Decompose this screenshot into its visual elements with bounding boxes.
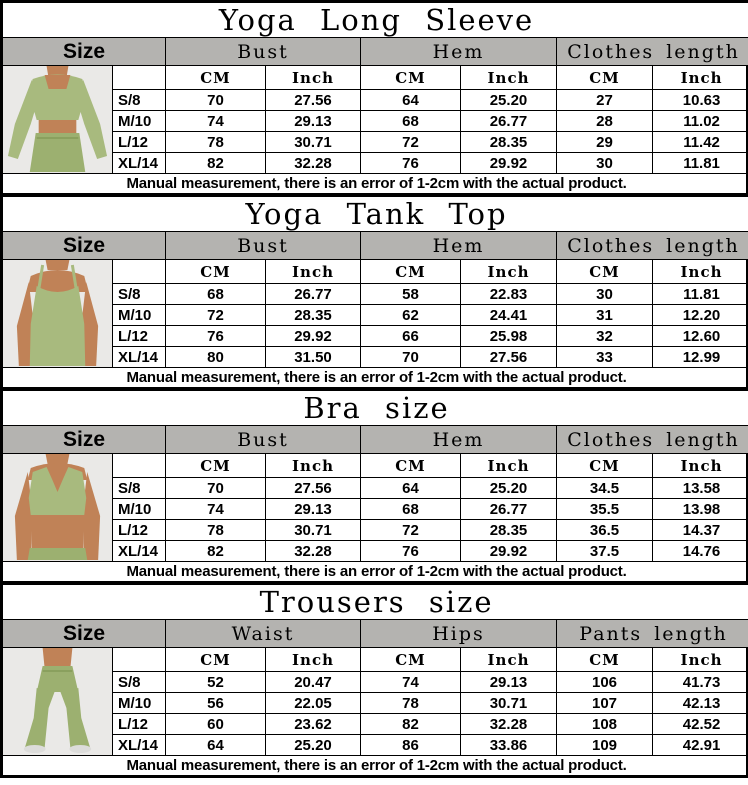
value-cell: 41.73 — [653, 672, 748, 693]
value-cell: 107 — [557, 693, 653, 714]
table-row — [3, 132, 748, 153]
size-table-bra — [0, 388, 748, 584]
table-row — [3, 153, 748, 174]
table-row — [3, 714, 748, 735]
unit-header-inch: Inch — [461, 648, 557, 672]
table-row — [3, 90, 748, 111]
sports-bra-illustration — [3, 454, 112, 560]
hem-column-header: Hem — [361, 232, 557, 260]
table-row — [3, 305, 748, 326]
table-row — [3, 541, 748, 562]
value-cell: 78 — [166, 132, 266, 153]
value-cell: 24.41 — [461, 305, 557, 326]
value-cell: 86 — [361, 735, 461, 756]
product-photo-bra — [3, 454, 113, 562]
flared-trousers-illustration — [3, 648, 112, 754]
measurement-note: Manual measurement, there is an error of 1-2cm with the actual product. — [3, 756, 748, 776]
value-cell: 14.37 — [653, 520, 748, 541]
value-cell: 37.5 — [557, 541, 653, 562]
value-cell: 29.13 — [266, 111, 361, 132]
size-chart-table — [2, 584, 748, 776]
value-cell: 35.5 — [557, 499, 653, 520]
unit-header-inch: Inch — [653, 66, 748, 90]
value-cell: 52 — [166, 672, 266, 693]
tank-top-illustration — [3, 260, 112, 366]
clothes-length-column-header: Clothes length — [557, 426, 748, 454]
unit-header-inch: Inch — [653, 454, 748, 478]
size-table-trousers — [0, 582, 748, 778]
value-cell: 60 — [166, 714, 266, 735]
value-cell: 27.56 — [266, 478, 361, 499]
table-row — [3, 520, 748, 541]
value-cell: 80 — [166, 347, 266, 368]
row-size-label: S/8 — [113, 478, 166, 499]
unit-header-inch: Inch — [266, 454, 361, 478]
size-column-header: Size — [3, 232, 166, 260]
value-cell: 26.77 — [266, 284, 361, 305]
value-cell: 78 — [361, 693, 461, 714]
row-size-label: S/8 — [113, 90, 166, 111]
value-cell: 76 — [361, 153, 461, 174]
value-cell: 29.92 — [461, 541, 557, 562]
value-cell: 72 — [361, 132, 461, 153]
unit-header-inch: Inch — [266, 66, 361, 90]
table-row — [3, 672, 748, 693]
value-cell: 42.52 — [653, 714, 748, 735]
value-cell: 56 — [166, 693, 266, 714]
bust-column-header: Bust — [166, 232, 361, 260]
value-cell: 27.56 — [266, 90, 361, 111]
table-row — [3, 326, 748, 347]
value-cell: 42.13 — [653, 693, 748, 714]
value-cell: 70 — [166, 90, 266, 111]
value-cell: 27 — [557, 90, 653, 111]
value-cell: 27.56 — [461, 347, 557, 368]
value-cell: 22.83 — [461, 284, 557, 305]
row-size-label: M/10 — [113, 305, 166, 326]
unit-header-cm: CM — [361, 66, 461, 90]
unit-header-cm: CM — [166, 454, 266, 478]
table-row — [3, 693, 748, 714]
unit-header-cm: CM — [361, 648, 461, 672]
value-cell: 12.99 — [653, 347, 748, 368]
value-cell: 31.50 — [266, 347, 361, 368]
value-cell: 72 — [166, 305, 266, 326]
value-cell: 109 — [557, 735, 653, 756]
value-cell: 13.98 — [653, 499, 748, 520]
value-cell: 25.20 — [461, 478, 557, 499]
value-cell: 32.28 — [461, 714, 557, 735]
value-cell: 78 — [166, 520, 266, 541]
hips-column-header: Hips — [361, 620, 557, 648]
value-cell: 14.76 — [653, 541, 748, 562]
value-cell: 30.71 — [266, 520, 361, 541]
value-cell: 30 — [557, 284, 653, 305]
value-cell: 11.42 — [653, 132, 748, 153]
row-size-label: L/12 — [113, 520, 166, 541]
value-cell: 33 — [557, 347, 653, 368]
unit-header-cm: CM — [361, 260, 461, 284]
row-size-label: XL/14 — [113, 347, 166, 368]
unit-header-inch: Inch — [461, 454, 557, 478]
value-cell: 33.86 — [461, 735, 557, 756]
unit-header-cm: CM — [166, 260, 266, 284]
value-cell: 13.58 — [653, 478, 748, 499]
value-cell: 12.60 — [653, 326, 748, 347]
size-label-spacer — [113, 648, 166, 672]
value-cell: 72 — [361, 520, 461, 541]
value-cell: 22.05 — [266, 693, 361, 714]
size-table-yoga-tank-top — [0, 194, 748, 390]
value-cell: 20.47 — [266, 672, 361, 693]
size-table-yoga-long-sleeve — [0, 0, 748, 196]
value-cell: 58 — [361, 284, 461, 305]
value-cell: 11.81 — [653, 153, 748, 174]
product-photo-long-sleeve — [3, 66, 113, 174]
value-cell: 68 — [166, 284, 266, 305]
value-cell: 42.91 — [653, 735, 748, 756]
value-cell: 28.35 — [266, 305, 361, 326]
value-cell: 36.5 — [557, 520, 653, 541]
value-cell: 64 — [361, 90, 461, 111]
value-cell: 29.13 — [266, 499, 361, 520]
row-size-label: L/12 — [113, 326, 166, 347]
value-cell: 10.63 — [653, 90, 748, 111]
value-cell: 30.71 — [266, 132, 361, 153]
unit-header-inch: Inch — [461, 260, 557, 284]
value-cell: 64 — [166, 735, 266, 756]
table-title: Yoga Long Sleeve — [3, 3, 748, 38]
measurement-note: Manual measurement, there is an error of 1-2cm with the actual product. — [3, 562, 748, 582]
value-cell: 32.28 — [266, 153, 361, 174]
unit-header-inch: Inch — [266, 260, 361, 284]
pants-length-column-header: Pants length — [557, 620, 748, 648]
table-title: Bra size — [3, 391, 748, 426]
value-cell: 25.20 — [266, 735, 361, 756]
row-size-label: XL/14 — [113, 541, 166, 562]
value-cell: 28.35 — [461, 520, 557, 541]
value-cell: 62 — [361, 305, 461, 326]
size-label-spacer — [113, 260, 166, 284]
row-size-label: XL/14 — [113, 735, 166, 756]
table-row — [3, 499, 748, 520]
size-chart-table — [2, 2, 748, 194]
value-cell: 82 — [361, 714, 461, 735]
value-cell: 32.28 — [266, 541, 361, 562]
value-cell: 29.92 — [266, 326, 361, 347]
unit-header-inch: Inch — [653, 648, 748, 672]
row-size-label: M/10 — [113, 111, 166, 132]
unit-header-cm: CM — [557, 260, 653, 284]
measurement-note: Manual measurement, there is an error of 1-2cm with the actual product. — [3, 368, 748, 388]
value-cell: 68 — [361, 111, 461, 132]
size-column-header: Size — [3, 620, 166, 648]
table-row — [3, 284, 748, 305]
row-size-label: L/12 — [113, 132, 166, 153]
clothes-length-column-header: Clothes length — [557, 232, 748, 260]
value-cell: 30 — [557, 153, 653, 174]
size-label-spacer — [113, 454, 166, 478]
value-cell: 82 — [166, 541, 266, 562]
value-cell: 29.13 — [461, 672, 557, 693]
product-photo-trousers — [3, 648, 113, 756]
value-cell: 25.98 — [461, 326, 557, 347]
table-row — [3, 111, 748, 132]
value-cell: 30.71 — [461, 693, 557, 714]
value-cell: 76 — [361, 541, 461, 562]
row-size-label: L/12 — [113, 714, 166, 735]
unit-header-cm: CM — [557, 454, 653, 478]
value-cell: 70 — [166, 478, 266, 499]
hem-column-header: Hem — [361, 38, 557, 66]
size-column-header: Size — [3, 426, 166, 454]
measurement-note: Manual measurement, there is an error of 1-2cm with the actual product. — [3, 174, 748, 194]
value-cell: 64 — [361, 478, 461, 499]
table-title: Yoga Tank Top — [3, 197, 748, 232]
row-size-label: XL/14 — [113, 153, 166, 174]
unit-header-cm: CM — [166, 66, 266, 90]
value-cell: 66 — [361, 326, 461, 347]
value-cell: 74 — [166, 111, 266, 132]
hem-column-header: Hem — [361, 426, 557, 454]
value-cell: 26.77 — [461, 111, 557, 132]
value-cell: 29.92 — [461, 153, 557, 174]
size-chart-table — [2, 196, 748, 388]
unit-header-cm: CM — [361, 454, 461, 478]
value-cell: 82 — [166, 153, 266, 174]
value-cell: 108 — [557, 714, 653, 735]
bust-column-header: Bust — [166, 426, 361, 454]
table-row — [3, 735, 748, 756]
product-photo-tank-top — [3, 260, 113, 368]
table-title: Trousers size — [3, 585, 748, 620]
value-cell: 23.62 — [266, 714, 361, 735]
value-cell: 32 — [557, 326, 653, 347]
value-cell: 29 — [557, 132, 653, 153]
value-cell: 34.5 — [557, 478, 653, 499]
table-row — [3, 347, 748, 368]
unit-header-cm: CM — [557, 648, 653, 672]
value-cell: 25.20 — [461, 90, 557, 111]
unit-header-inch: Inch — [266, 648, 361, 672]
clothes-length-column-header: Clothes length — [557, 38, 748, 66]
waist-column-header: Waist — [166, 620, 361, 648]
value-cell: 74 — [166, 499, 266, 520]
row-size-label: S/8 — [113, 672, 166, 693]
size-chart-table — [2, 390, 748, 582]
value-cell: 11.02 — [653, 111, 748, 132]
unit-header-inch: Inch — [461, 66, 557, 90]
value-cell: 28.35 — [461, 132, 557, 153]
long-sleeve-outfit-illustration — [3, 66, 112, 172]
value-cell: 74 — [361, 672, 461, 693]
value-cell: 68 — [361, 499, 461, 520]
value-cell: 28 — [557, 111, 653, 132]
value-cell: 106 — [557, 672, 653, 693]
value-cell: 26.77 — [461, 499, 557, 520]
value-cell: 12.20 — [653, 305, 748, 326]
value-cell: 76 — [166, 326, 266, 347]
size-column-header: Size — [3, 38, 166, 66]
unit-header-cm: CM — [557, 66, 653, 90]
value-cell: 31 — [557, 305, 653, 326]
row-size-label: M/10 — [113, 499, 166, 520]
table-row — [3, 478, 748, 499]
bust-column-header: Bust — [166, 38, 361, 66]
size-label-spacer — [113, 66, 166, 90]
unit-header-inch: Inch — [653, 260, 748, 284]
value-cell: 70 — [361, 347, 461, 368]
unit-header-cm: CM — [166, 648, 266, 672]
value-cell: 11.81 — [653, 284, 748, 305]
row-size-label: S/8 — [113, 284, 166, 305]
row-size-label: M/10 — [113, 693, 166, 714]
